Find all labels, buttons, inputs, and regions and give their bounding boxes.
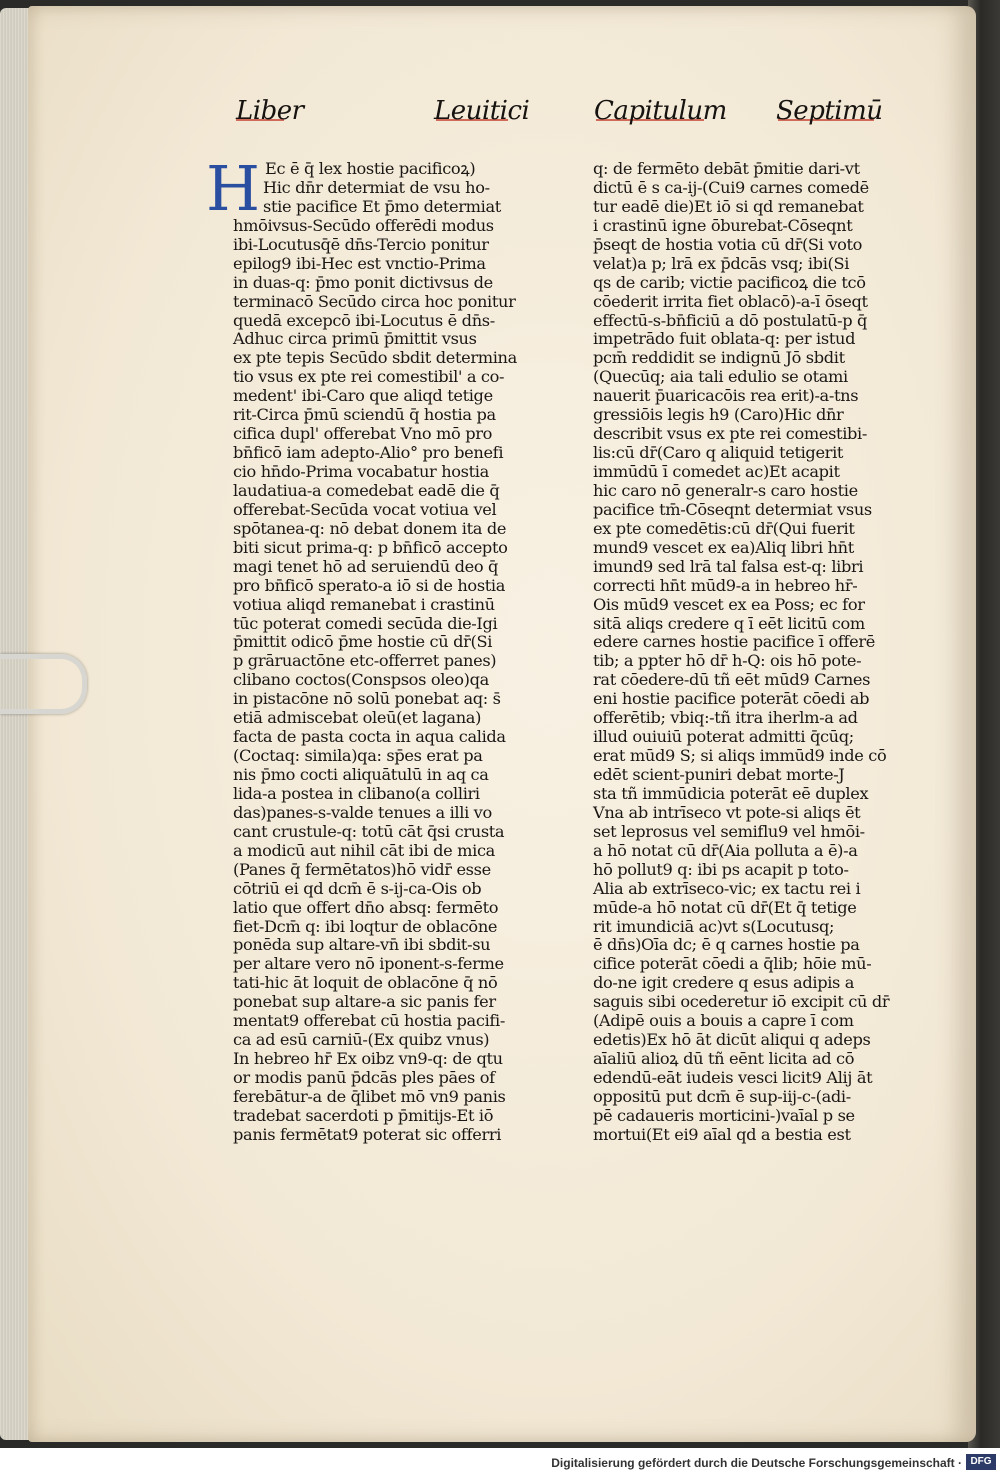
dfg-logo: DFG bbox=[966, 1454, 996, 1470]
text-line: (Coctaq: simila)qa: sp̄es erat pa bbox=[233, 746, 483, 766]
text-line: cio hn̄do-Prima vocabatur hostia bbox=[233, 462, 489, 481]
page-clip-icon bbox=[0, 654, 87, 714]
text-line: cōtriū ei qd dcm̄ ē s-ij-ca-Ois ob bbox=[233, 878, 482, 898]
running-head-word: Liber bbox=[236, 96, 304, 126]
text-line: biti sicut prima-q: p bn̄ficō accepto bbox=[233, 537, 508, 557]
text-line: ferebātur-a de q̄libet mō vn9 panis bbox=[233, 1086, 506, 1106]
text-line: lis:cū dr̄(Caro q aliquid tetigerit bbox=[593, 443, 844, 463]
running-head-capitulum bbox=[594, 96, 727, 126]
text-line: nauerit p̄uaricacōis rea erit)-a-tns bbox=[593, 386, 859, 406]
text-line: fiet-Dcm̄ q: ibi loqtur de oblacōne bbox=[233, 916, 498, 936]
text-line: tur eadē die)Et iō si qd remanebat bbox=[593, 196, 864, 216]
text-line: qs de carib; victie pacificoꝝ die tcō bbox=[593, 272, 866, 292]
text-line: tib; a ppter hō dr̄ h-Q: ois hō pote- bbox=[593, 651, 862, 671]
text-line: ca ad esū carniū-(Ex quibz vnus) bbox=[233, 1030, 490, 1050]
text-line: eni hostie pacifice poterāt cōedi ab bbox=[593, 689, 870, 709]
text-line: Alia ab extrīseco-vic; ex tactu rei i bbox=[593, 878, 861, 898]
text-line: tūc poterat comedi secūda die-Igi bbox=[233, 613, 498, 633]
running-head-word: Septimū bbox=[776, 96, 883, 126]
text-line: laudatiua-a comedebat eadē die q̄ bbox=[233, 480, 500, 500]
text-line: rit-Circa p̄mū sciendū q̄ hostia pa bbox=[233, 405, 496, 425]
text-line: tati-hic āt loquit de oblacōne q̄ nō bbox=[233, 973, 498, 993]
text-line: aīaliū alioꝝ dū tñ eēnt licita ad cō bbox=[593, 1049, 855, 1069]
text-line: facta de pasta cocta in aqua calida bbox=[233, 727, 506, 747]
text-line: votiua aliqd remanebat i crastinū bbox=[233, 594, 495, 614]
text-line: p grāruactōne etc-offerret panes) bbox=[233, 651, 497, 671]
text-line: gressiōis legis h9 (Caro)Hic dn̄r bbox=[593, 405, 844, 425]
text-line: q: de fermēto debāt p̄mitie dari-vt bbox=[593, 159, 860, 178]
text-line: bn̄ficō iam adepto-Alio° pro benefi bbox=[233, 443, 504, 463]
text-line: imund9 sed lrā tal falsa est-q: libri bbox=[593, 556, 864, 576]
text-line: oppositū put dcm̄ ē sup-iij-c-(adi- bbox=[593, 1086, 851, 1106]
text-line: velat)a p; lrā ex p̄dcās vsq; ibi(Si bbox=[593, 253, 850, 273]
text-line: immūdū ī comedet ac)Et acapit bbox=[593, 462, 840, 481]
text-line: dictū ē s ca-ij-(Cui9 carnes comedē bbox=[593, 177, 869, 197]
text-line: latio que offert dn̄o absq: fermēto bbox=[233, 897, 499, 917]
text-line: mund9 vescet ex ea)Aliq libri hn̄t bbox=[593, 537, 854, 557]
text-line: mentat9 offerebat cū hostia pacifi- bbox=[233, 1011, 505, 1031]
text-line: sitā aliqs credere q ī eēt licitū com bbox=[593, 613, 865, 633]
text-line: terminacō Secūdo circa hoc ponitur bbox=[233, 291, 516, 311]
text-line: effectū-s-bn̄ficiū a dō postulatū-p q̄ bbox=[593, 310, 868, 330]
text-line: (Quecūq; aia tali edulio se otami bbox=[593, 367, 848, 387]
text-line: lida-a postea in clibano(a colliri bbox=[233, 783, 480, 803]
text-line: stie pacifice Et p̄mo determiat bbox=[263, 196, 501, 216]
text-column-left bbox=[233, 160, 517, 1145]
text-line: etiā admiscebat oleū(et lagana) bbox=[233, 708, 482, 728]
text-line: spōtanea-q: nō debat donem ita de bbox=[233, 518, 507, 538]
text-line: clibano coctos(Conspsos oleo)qa bbox=[233, 670, 489, 690]
text-line: ē dn̄s)Oīa dc; ē q carnes hostie pa bbox=[593, 935, 860, 955]
funding-notice: Digitalisierung gefördert durch die Deutsche Forschungsgemeinschaft · bbox=[551, 1456, 962, 1470]
text-line: sta tñ immūdicia poterāt eē duplex bbox=[593, 783, 869, 803]
text-line: p̄mittit odicō p̄me hostie cū dr̄(Si bbox=[233, 632, 493, 652]
running-head-septimum bbox=[776, 96, 883, 126]
text-line: p̄seqt de hostia votia cū dr̄(Si voto bbox=[593, 234, 863, 254]
text-line: per altare vero nō iponent-s-ferme bbox=[233, 954, 504, 974]
text-line: (Panes q̄ fermētatos)hō vidr̄ esse bbox=[233, 859, 491, 879]
text-line: Hic dn̄r determiat de vsu ho- bbox=[263, 177, 490, 197]
running-head-word: Leuitici bbox=[434, 96, 530, 126]
text-line: cifice poterāt cōedi a q̄lib; hōie mū- bbox=[593, 954, 872, 974]
text-line: edetis)Ex hō āt dicūt aliqui q adeps bbox=[593, 1030, 871, 1050]
text-line: nis p̄mo cocti aliquātulū in aq ca bbox=[233, 765, 489, 784]
text-line: pacifice tm̄-Cōseqnt determiat vsus bbox=[593, 499, 872, 519]
text-line: mortui(Et ei9 aīal qd a bestia est bbox=[593, 1124, 851, 1144]
text-line: das)panes-s-valde tenues a illi vo bbox=[233, 802, 492, 822]
text-line: impetrādo fuit oblata-q: per istud bbox=[593, 329, 856, 349]
text-line: illud ouiuiū poterat admitti q̄cūq; bbox=[593, 727, 854, 747]
running-head-word: Capitulum bbox=[594, 96, 727, 126]
text-line: ex pte comedētis:cū dr̄(Qui fuerit bbox=[593, 518, 855, 538]
text-line: epilog9 ibi-Hec est vnctio-Prima bbox=[233, 253, 486, 273]
text-line: medent' ibi-Caro que aliqd tetige bbox=[233, 386, 493, 406]
text-line: cifica dupl' offerebat Vno mō pro bbox=[233, 424, 493, 444]
decorated-initial: H bbox=[206, 152, 261, 225]
text-line: edendū-eāt iudeis vesci licit9 Alij āt bbox=[593, 1068, 873, 1087]
text-line: hmōivsus-Secūdo offerēdi modus bbox=[233, 215, 494, 235]
text-line: pro bn̄ficō sperato-a iō si de hostia bbox=[233, 575, 506, 595]
text-line: pcm̄ reddidit se indignū Jō sbdit bbox=[593, 348, 845, 368]
text-line: cant crustule-q: totū cāt q̄si crusta bbox=[233, 821, 505, 841]
text-line: or modis panū p̄dcās ples pāes of bbox=[233, 1068, 495, 1087]
text-line: saguis sibi ocederetur iō excipit cū dr̄ bbox=[593, 992, 890, 1012]
text-line: tio vsus ex pte rei comestibil' a co- bbox=[233, 367, 505, 387]
text-line: ex pte tepis Secūdo sbdit determina bbox=[233, 348, 517, 368]
text-line: rit imundiciā ac)vt s(Locutusq; bbox=[593, 916, 835, 936]
text-line: correcti hn̄t mūd9-a in hebreo hr̄- bbox=[593, 575, 858, 595]
text-line: in duas-q: p̄mo ponit dictivsus de bbox=[233, 272, 493, 292]
text-line: pē cadaueris morticini-)vaīal p se bbox=[593, 1105, 855, 1125]
text-line: hic caro nō generalr-s caro hostie bbox=[593, 480, 858, 500]
text-line: do-ne igit credere q esus adipis a bbox=[593, 973, 855, 993]
text-line: edere carnes hostie pacifice ī offerē bbox=[593, 632, 875, 652]
text-line: ponēda sup altare-vn̄ ibi sbdit-su bbox=[233, 935, 491, 955]
text-line: rat cōedere-dū tñ eēt mūd9 Carnes bbox=[593, 670, 871, 690]
text-line: a hō notat cū dr̄(Aia polluta a ē)-a bbox=[593, 840, 858, 860]
text-line: ponebat sup altare-a sic panis fer bbox=[233, 992, 496, 1012]
text-line: cōederit irrita fiet oblacō)-a-ī ōseqt bbox=[593, 291, 868, 311]
running-head-leuitici bbox=[434, 96, 529, 126]
text-line: offerebat-Secūda vocat votiua vel bbox=[233, 499, 497, 519]
text-line: i crastinū igne ōburebat-Cōseqnt bbox=[593, 215, 853, 235]
text-line: Ois mūd9 vescet ex ea Poss; ec for bbox=[593, 594, 865, 614]
text-line: describit vsus ex pte rei comestibi- bbox=[593, 424, 867, 444]
text-line: Adhuc circa primū p̄mittit vsus bbox=[233, 329, 477, 349]
text-line: (Adipē ouis a bouis a capre ī com bbox=[593, 1011, 854, 1031]
text-line: mūde-a hō notat cū dr̄(Et q̄ tetige bbox=[593, 897, 857, 917]
running-head-liber bbox=[236, 96, 304, 126]
text-column-right bbox=[593, 160, 889, 1145]
text-line: panis fermētat9 poterat sic offerri bbox=[233, 1124, 502, 1144]
text-line: in pistacōne nō solū ponebat aq: s̄ bbox=[233, 689, 501, 709]
text-line: set leprosus vel semiflu9 vel hmōi- bbox=[593, 821, 865, 841]
text-line: a modicū aut nihil cāt ibi de mica bbox=[233, 840, 495, 860]
text-line: magi tenet hō ad seruiendū deo q̄ bbox=[233, 556, 499, 576]
text-line: offerētib; vbiq:-tñ itra iherlm-a ad bbox=[593, 708, 858, 728]
text-line: ibi-Locutusq̄ē dn̄s-Tercio ponitur bbox=[233, 234, 489, 254]
text-line: Vna ab intrīseco vt pote-si aliqs ēt bbox=[593, 802, 861, 822]
text-line: erat mūd9 S; si aliqs immūd9 inde cō bbox=[593, 746, 887, 766]
text-line: tradebat sacerdoti p p̄mitijs-Et iō bbox=[233, 1105, 494, 1125]
text-line: hō pollut9 q: ibi ps acapit p toto- bbox=[593, 859, 849, 879]
text-line: edēt scient-puniri debat morte-J bbox=[593, 765, 845, 784]
text-line: quedā excepcō ibi-Locutus ē dn̄s- bbox=[233, 310, 495, 330]
text-line: In hebreo hr̄ Ex oibz vn9-q: de qtu bbox=[233, 1049, 503, 1069]
text-line: Ec ē q̄ lex hostie pacificoꝝ) bbox=[265, 159, 476, 178]
